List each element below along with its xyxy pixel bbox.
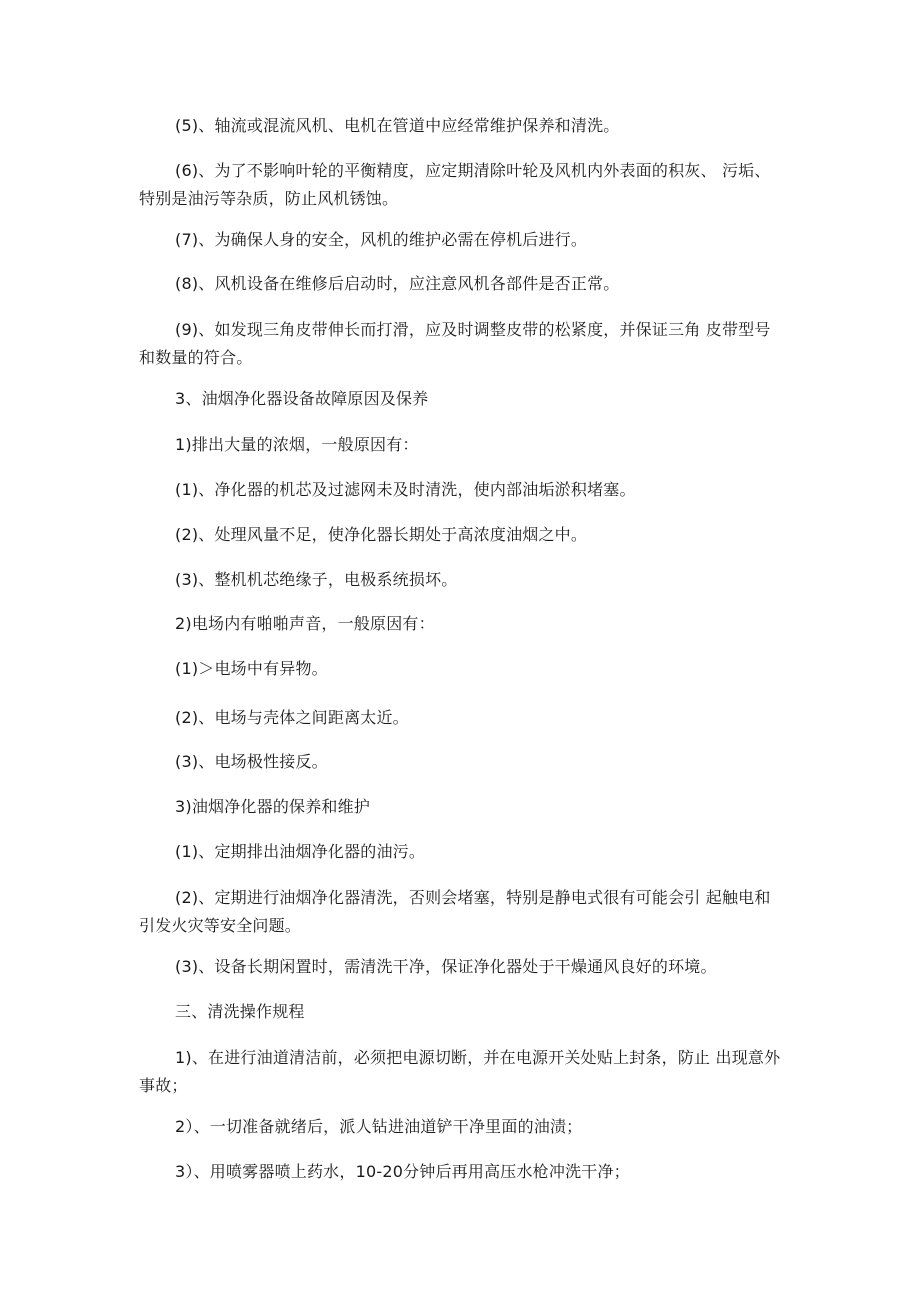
list-item: (2)、处理风量不足，使净化器长期处于高浓度油烟之中。 [175,525,588,544]
procedure-step-3: 3）、用喷雾器喷上药水，10-20分钟后再用高压水枪冲洗干净； [175,1162,630,1181]
subheading-3: 3)油烟净化器的保养和维护 [175,797,371,816]
list-item: (1)、净化器的机芯及过滤网未及时清洗，使内部油垢淤积堵塞。 [175,480,636,499]
list-item: (2)、电场与壳体之间距离太近。 [175,708,409,727]
paragraph-8: (8)、风机设备在维修后启动时，应注意风机各部件是否正常。 [175,274,620,293]
paragraph-7: (7)、为确保人身的安全，风机的维护必需在停机后进行。 [175,230,588,249]
subheading-2: 2)电场内有啪啪声音，一般原因有： [175,614,435,633]
list-item: (2)、定期进行油烟净化器清洗，否则会堵塞，特别是静电式很有可能会引 起触电和引发火灾等安全问题。 [139,888,771,935]
paragraph-6: (6)、为了不影响叶轮的平衡精度，应定期清除叶轮及风机内外表面的积灰、 污垢、特别是油污等杂质，防止风机锈蚀。 [139,161,771,208]
list-item: (1)＞电场中有异物。 [175,659,328,678]
paragraph-5: (5)、轴流或混流风机、电机在管道中应经常维护保养和清洗。 [175,116,620,135]
list-item: (1)、定期排出油烟净化器的油污。 [175,842,426,861]
list-item: (3)、设备长期闲置时，需清洗干净，保证净化器处于干燥通风良好的环境。 [175,957,717,976]
paragraph-9: (9)、如发现三角皮带伸长而打滑，应及时调整皮带的松紧度，并保证三角 皮带型号和数量的符合。 [139,320,771,367]
section-heading-san: 三、清洗操作规程 [175,1002,305,1021]
subheading-1: 1)排出大量的浓烟，一般原因有： [175,435,419,454]
list-item: (3)、整机机芯绝缘子，电极系统损坏。 [175,570,458,589]
list-item: (3)、电场极性接反。 [175,752,328,771]
section-heading-3: 3、油烟净化器设备故障原因及保养 [175,389,429,408]
procedure-step-2: 2）、一切准备就绪后，派人钻进油道铲干净里面的油渍； [175,1117,583,1136]
procedure-step-1: 1)、在进行油道清洁前，必须把电源切断，并在电源开关处贴上封条，防止 出现意外事故； [139,1048,781,1095]
